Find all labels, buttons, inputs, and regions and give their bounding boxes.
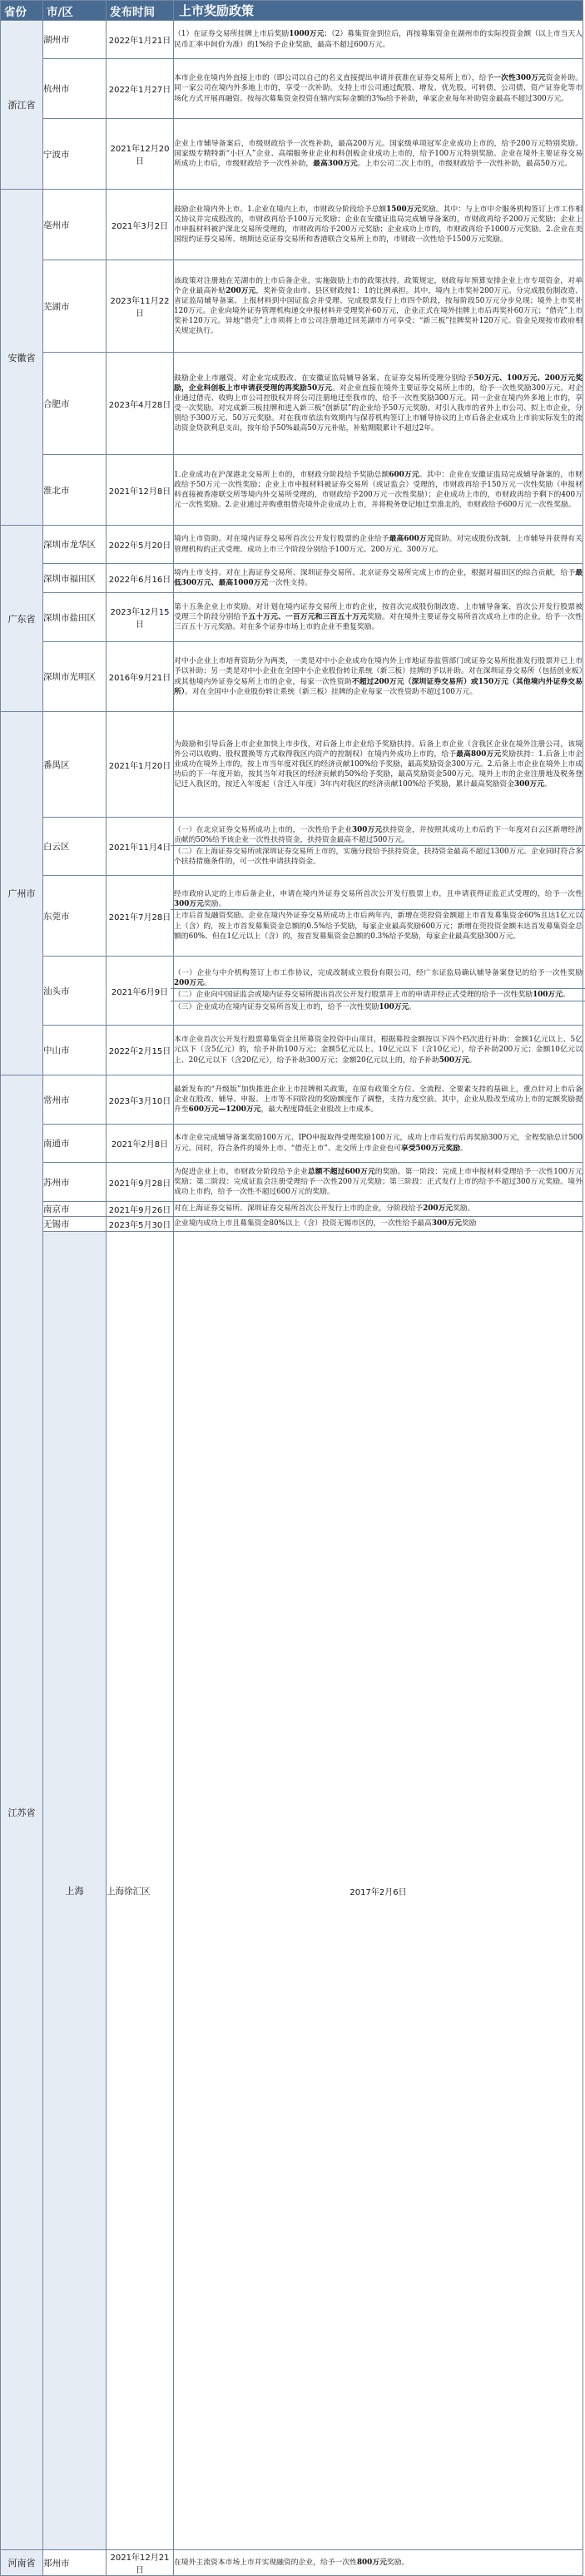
- table-row: [1, 957, 583, 1026]
- policy-cell: [174, 1163, 583, 1202]
- policy-highlight: 200万元: [423, 1204, 454, 1214]
- policy-text: ，奖补资金由市、县区财政按1：1的比例承担。其中，境内上市奖补200万元。分完成股份制改造、省证监局辅导备案、上报材料到中国证监会并受理、完成股票发行上市四个阶段，按每阶段50万元分步兑现；境外上市奖补120万元。企业向境外证券管理机构递交申报材料并受理奖补60万元，企业正式在境外挂牌上市后再奖补60万元；“借壳”上市奖补120万元。异地“借壳”上市须将上市公司注册地迁回芜湖市方可享受；“新三板”挂牌奖补120万元。资金兑现按市政府相关规定执行。: [174, 286, 583, 336]
- city-cell: 淮北市: [43, 455, 107, 526]
- table-row: [1, 642, 583, 712]
- policy-highlight: 100万元: [379, 1003, 409, 1012]
- policy-highlight: 600万元: [389, 470, 419, 479]
- province-cell-zhejiang: 浙江省: [1, 21, 43, 190]
- date-cell: 2021年12月21日: [107, 2550, 174, 2576]
- date-cell: 2017年2月6日: [174, 1232, 583, 2550]
- policy-cell: [174, 455, 583, 526]
- table-row: [1, 593, 583, 642]
- policy-text: ；（2）募集资金到位后，再按募集资金在湖州市的实际投资金额（以上市当天人民币汇率中间价为准）的1%给予企业奖励，最高不超过600万元。: [174, 30, 583, 49]
- policy-highlight: 300万元: [431, 1219, 462, 1229]
- policy-text: 。: [203, 978, 211, 987]
- policy-highlight: 600万元—1200万元: [188, 1105, 261, 1115]
- table-row: [1, 455, 583, 526]
- date-cell: 2021年6月9日: [107, 957, 174, 1026]
- policy-text: 第十五条企业上市奖励。对计划在境内证券交易所上市的企业，按首次完成股份制改造、上市辅导备案、首次公开发行股票被受理三个阶段分别给予: [174, 602, 583, 621]
- policy-cell: [174, 1202, 583, 1217]
- date-cell: 2021年11月4日: [107, 818, 174, 876]
- city-cell: 郑州市: [43, 2550, 107, 2576]
- date-cell: 2022年1月21日: [107, 21, 174, 59]
- policy-text: （二）在上海证券交易所或深圳证券交易所上市的，实施分段给予扶持资金，扶持资金最高不超过1300万元。企业同时符合多个扶持措施条件的，可一次性申请扶持资金。: [174, 848, 583, 867]
- policy-cell: [174, 712, 583, 818]
- city-cell: 湖州市: [43, 21, 107, 59]
- province-cell-anhui: 安徽省: [1, 190, 43, 526]
- header-city: 市/区: [43, 1, 107, 21]
- table-row: [1, 21, 583, 59]
- policy-cell: [174, 564, 583, 593]
- date-cell: 2016年9月21日: [107, 642, 174, 712]
- policy-text: 扶持资金，并按照其成功上市后的下一年度对白云区新增经济贡献的50%给予该企业一次性扶持资金，扶持资金最高不超过500万元。: [174, 825, 583, 844]
- date-cell: 2021年12月20日: [107, 119, 174, 190]
- policy-text: （一）企业与中介机构签订上市工作协议，完成改制成立股份有限公司，经广东证监局确认辅导备案登记的给予一次性奖励: [174, 968, 583, 977]
- header-policy: 上市奖励政策: [174, 1, 583, 21]
- policy-highlight: 最高600万元: [389, 535, 434, 544]
- policy-text: 。上市公司二次上市的，市级财政给予一次性补助，最高50万元。: [357, 160, 573, 169]
- policy-text: 奖励。对在境外主要证券交易所首次成功上市的企业，给予一次性三百五十万元奖励。对在多个证券市场上市的企业不重复奖励。: [174, 612, 583, 632]
- policy-text: 。: [460, 1144, 468, 1153]
- policy-text: 该政策对注册地在芜湖市的上市后备企业，实施鼓励上市的政策扶持。政策规定，财政每年预算安排企业上市专项资金，对单个企业最高补贴: [174, 276, 583, 295]
- policy-text: （三）企业成功在境内证券交易所首发上市的，给予一次性奖励: [174, 1003, 379, 1012]
- policy-text: 。对企业直接在境外主要证券交易所上市的，给予一次性奖励300万元。对企业通过借壳、收购上市公司控股权并将公司注册地迁至我市的，给予一次性奖励300万元。同一企业在境内外多地上市的，享受一次奖励。对完成新三板挂牌和进入新三板“创新层”的企业给予50万元奖励。对引入我市的省外上市公司、拟上市企业，分别给予300万元、50万元奖励。对在我市依法有效期内与保荐机构签订上市辅导协议的上市后备企业成功上市前实际发生的流动资金贷款利息支出，按年给予50%最高50万元补贴，补贴期限累计不超过2年。: [174, 383, 583, 433]
- policy-highlight: 最高300万元: [313, 160, 358, 169]
- date-cell: 2022年1月27日: [107, 59, 174, 119]
- policy-highlight: 300万元: [352, 825, 383, 834]
- date-cell: 2022年2月15日: [107, 1026, 174, 1075]
- policy-text: 企业境内成功上市且募集资金80%以上（含）投资无锡市区的，一次性给予最高: [174, 1219, 432, 1229]
- city-cell: 苏州市: [43, 1163, 107, 1202]
- table-row: [1, 876, 583, 957]
- policy-cell: [174, 1026, 583, 1075]
- city-cell: 上海徐汇区: [107, 1232, 174, 2550]
- city-cell: 芜湖市: [43, 260, 107, 353]
- policy-cell: [174, 1217, 583, 1232]
- table-row: [1, 1232, 583, 2550]
- policy-text: 对中小企业上市培育资助分为两类，一类是对中小企业成功在境内外上市地证券监管部门或证券交易所批准发行股票并已上市予以补助；另一类是对中小企业在全国中小企业股份转让系统（新三板）挂牌的予以补助。对在深圳证券交易所（包括创业板）或其他境内外证券交易所上市的企业，每家一次性资助: [174, 657, 583, 686]
- policy-text: 本市企业在境内外直接上市的（即公司以自己的名义直接提出申请并获准在证券交易所上市），给予: [174, 74, 494, 83]
- province-cell-guangdong: 广东省: [1, 526, 43, 712]
- header-row: [1, 1, 583, 21]
- policy-text: 最新发布的“升级版”加快推进企业上市挂牌相关政策，在原有政策全方位、全流程、全要素支持的基础上，重点针对上市后备企业在股改、辅导、申报、上市等不同阶段的奖励额度作了调整，支持力度空前。其中，企业从股改至成功上市的定额奖励提升至: [174, 1085, 583, 1115]
- date-cell: 2021年2月8日: [107, 1125, 174, 1163]
- policy-highlight: 五十万元、一百万元和三百五十万元: [248, 612, 368, 621]
- policy-cell: [174, 876, 583, 957]
- city-cell: 番禺区: [43, 712, 107, 818]
- table-row: [1, 1217, 583, 1232]
- policy-highlight: 1000万元: [289, 30, 325, 39]
- policy-highlight: 800万元: [356, 2559, 387, 2568]
- policy-cell: [174, 59, 583, 119]
- policy-text: 。其中：企业在安徽证监局完成辅导备案的，市财政给予50万元一次性奖励；企业上市申报材料被证券交易所（或证监会）受理的，市财政再给予150万元一次性奖励（申报材料直接被香港联交所等境内外交易所受理的，市财政给予200万元一次性奖励）；企业成功上市的，市财政再给予剩下的400万元一次性奖励。2.企业通过并购重组借壳境外企业成功上市，并将税务登记地迁至淮北的，市财政给予600万元一次性奖励。: [174, 470, 583, 510]
- table-row: [1, 1125, 583, 1163]
- date-cell: 2023年4月28日: [107, 353, 174, 455]
- date-cell: 2021年7月28日: [107, 876, 174, 957]
- policy-text: 企业上市辅导备案后，市级财政给予一次性补助，最高200万元。国家级单项冠军企业成功上市的，给予200万元特别奖励。国家级专精特新“小巨人”企业、高端服务业企业和科创板企业成功上市的，给予100万元特别奖励。企业在境外主要证券交易所成功上市后，市级财政给予一次性补助，: [174, 139, 583, 169]
- policy-text: 为促进企业上市，市财政分阶段给予企业: [174, 1167, 308, 1176]
- city-cell: 深圳市盐田区: [43, 593, 107, 642]
- policy-highlight: 最低300万元、最高1000万元: [174, 568, 583, 587]
- policy-cell: [174, 642, 583, 712]
- city-cell: 深圳市福田区: [43, 564, 107, 593]
- city-cell: 中山市: [43, 1026, 107, 1075]
- policy-text: （二）企业向中国证监会或境内证券交易所提出首次公开发行股票并上市的申请并经正式受理的给予一次性奖励: [174, 991, 533, 999]
- table-row: [1, 119, 583, 190]
- policy-highlight: 50万元、100万元、200万元奖励，企业科创板上市申请获受理的再奖励50万元: [174, 373, 583, 393]
- city-cell: 东莞市: [43, 876, 107, 957]
- city-cell: 合肥市: [43, 353, 107, 455]
- date-cell: 2022年6月16日: [107, 564, 174, 593]
- date-cell: 2023年11月22日: [107, 260, 174, 353]
- city-cell: 深圳市龙华区: [43, 526, 107, 564]
- table-row: [1, 2550, 583, 2576]
- policy-cell: [174, 190, 583, 260]
- policy-text: 一次性支持。: [268, 579, 313, 587]
- province-cell-jiangsu: 江苏省: [1, 1075, 43, 2550]
- policy-text: 经市政府认定的上市后备企业，申请在境内外证券交易所首次公开发行股票上市，且申请获得证监正式受理的，给予一次性: [174, 890, 583, 899]
- policy-text: 1.企业成功在沪深港北交易所上市的，市财政分阶段给予奖励总额: [174, 470, 389, 479]
- policy-text: （一）在北京证券交易所成功上市的，一次性给予企业: [174, 825, 353, 834]
- province-cell-shanghai: 上海: [43, 1232, 107, 2550]
- policy-cell: [174, 1075, 583, 1125]
- policy-text: 为鼓励和引导后备上市企业加快上市步伐，对后备上市企业给予奖励扶持。后备上市企业（含我区企业在境外注册公司，该境外公司以收购、股权置换等方式取得我区内资产的控制权）在境内外成功上市的，给予: [174, 739, 583, 759]
- policy-text: 奖励。: [386, 2559, 409, 2568]
- policy-cell: [174, 21, 583, 59]
- policy-text: 。: [409, 1003, 417, 1012]
- header-date: 发布时间: [107, 1, 174, 21]
- city-cell: 深圳市光明区: [43, 642, 107, 712]
- policy-text: 奖励。其中：与上市中介服务机构签订上市工作相关协议并完成股改的，市财政再给予100万元奖励；企业在安徽证监局完成辅导备案的，市财政再给予200万元奖励；企业上市申报材料被沪深北交易所受理的，市财政再给予200万元奖励；企业成功上市的，市财政再给予1000万元奖励。2.企业在美国纽约证券交易所、纳斯达克证券交易所和香港联合交易所上市的，市财政一次性给予1500万元奖励。: [174, 205, 583, 245]
- policy-text: 奖励。: [203, 900, 226, 909]
- table-row: [1, 1026, 583, 1075]
- city-cell: 亳州市: [43, 190, 107, 260]
- policy-text: 境内上市资助。对在境内证券交易所首次公开发行股票的企业给予: [174, 535, 389, 544]
- policy-text: 资助。对完成股份改制、上市辅导并获得有关管理机构的正式受理、成功上市三个阶段分别给予100万元、200万元、300万元。: [174, 535, 583, 554]
- policy-text: 奖励扶持：1.后备上市企业成功在境外上市的，按上市当年度对我区的经济贡献100%给予奖励，最高奖励资金300万元。2.后备上市企业在境外上市成功后的下一年度开始，按其当年对我区的经济贡献的50%给予奖励，最高奖励资金500万元。境外上市的企业注册地及税务登记迁入我区的，按迁入年度起（含迁入年度）3年内对我区的经济贡献100%给予奖励，累计最高奖励资金: [174, 749, 583, 789]
- policy-highlight: 1500万元: [386, 205, 422, 214]
- policy-cell: [174, 353, 583, 455]
- province-cell-henan: 河南省: [1, 2550, 43, 2576]
- policy-highlight: 500万元: [439, 1056, 469, 1065]
- city-cell: 汕头市: [43, 957, 107, 1026]
- policy-cell: [174, 260, 583, 353]
- policy-highlight: 一次性300万元: [493, 74, 546, 83]
- table-row: [1, 1202, 583, 1217]
- policy-text: 奖励。: [453, 1204, 475, 1214]
- policy-highlight: 不超过200万元（深圳证券交易所）或150万元（其他境内外证券交易所）: [174, 677, 583, 696]
- policy-cell: [174, 2550, 583, 2576]
- policy-text: ，最大程度降低企业股改上市成本。: [260, 1105, 379, 1115]
- table-row: [1, 564, 583, 593]
- table-row: [1, 818, 583, 876]
- policy-text: 本市企业首次公开发行股票募集资金且所募资金投资中山项目，根据募投金额按以下四个档次进行补助：金额1亿元以上、5亿元以下（含5亿元）的，给予补助100万元；金额5亿元以上、10亿元以下（含10亿元），给予补助200万元；金额10亿元以上、20亿元以下（含20亿元），给予补助300万元；金额20亿元以上的，给予补助: [174, 1036, 583, 1065]
- policy-highlight: 300万元: [514, 780, 544, 789]
- city-cell: 杭州市: [43, 59, 107, 119]
- city-cell: 常州市: [43, 1075, 107, 1125]
- policy-text: 。: [543, 780, 552, 789]
- policy-text: 上市后首发融资奖励。企业在境内外证券交易所成功上市后两年内，新增在莞投资金额超上市首发募集资金60%且达1亿元以上（含）的，按上市首发募集资金总额的0.5%给予奖励，每家企业最高奖励600万元；新增在莞投资金额未达首发募集资金总额的60%、但在1亿元以上（含）的，按首发募集资金总额的0.3%给予奖励，每家企业最高奖励300万元。: [174, 912, 583, 941]
- policy-cell: [174, 593, 583, 642]
- table-row: [1, 1075, 583, 1125]
- table-row: [1, 526, 583, 564]
- date-cell: 2023年5月30日: [107, 1217, 174, 1232]
- policy-cell: [174, 818, 583, 876]
- table-row: [1, 712, 583, 818]
- policy-cell: [174, 1125, 583, 1163]
- table-row: [1, 1163, 583, 1202]
- policy-cell: [174, 957, 583, 1026]
- policy-text: 。对在全国中小企业股份转让系统（新三板）挂牌的企业每家一次性资助不超过100万元。: [185, 687, 478, 696]
- city-cell: 南通市: [43, 1125, 107, 1163]
- table-row: [1, 190, 583, 260]
- city-cell: 宁波市: [43, 119, 107, 190]
- policy-text: 奖励: [461, 1219, 477, 1229]
- policy-highlight: 100万元: [533, 991, 563, 999]
- policy-text: 对在上海证券交易所、深圳证券交易所首次公开发行上市的企业，分阶段给予: [174, 1204, 424, 1214]
- table-row: [1, 353, 583, 455]
- city-cell: 无锡市: [43, 1217, 107, 1232]
- policy-highlight: 300万元: [174, 900, 204, 909]
- table-row: [1, 260, 583, 353]
- policy-highlight: 200万元: [174, 978, 204, 987]
- date-cell: 2023年12月15日: [107, 593, 174, 642]
- city-cell: 白云区: [43, 818, 107, 876]
- date-cell: 2023年3月10日: [107, 1075, 174, 1125]
- date-cell: 2021年9月28日: [107, 1163, 174, 1202]
- city-cell: 南京市: [43, 1202, 107, 1217]
- date-cell: 2021年1月20日: [107, 712, 174, 818]
- policy-text: 。: [468, 1056, 477, 1065]
- policy-text: 鼓励企业境内外上市。1.企业在境内上市，市财政分阶段给予总额: [174, 205, 387, 214]
- policy-text: 。: [563, 991, 570, 999]
- policy-cell: [174, 526, 583, 564]
- policy-highlight: 总额不超过600万元: [307, 1167, 375, 1176]
- policy-text: 资金补助。同一家公司在境内外多地上市的，享受一次补助。支持上市公司通过配股、增发、优先股、可转债、公司债、资产证券化等市场化方式开展再融资。按每次募集资金投资在辖内实际金额的3‰给予补助，单家企业每年补助资金最高不超过300万元。: [174, 74, 583, 103]
- policy-cell: [174, 119, 583, 190]
- date-cell: 2021年3月2日: [107, 190, 174, 260]
- header-province: 省份: [1, 1, 43, 21]
- policy-highlight: 最高800万元: [456, 749, 502, 759]
- province-cell-guangzhou: 广州市: [1, 712, 43, 1075]
- policy-text: （1）在证券交易所挂牌上市后奖励: [174, 30, 290, 39]
- policy-text: 在境外主流资本市场上市并实现融资的企业，给予一次性: [174, 2559, 357, 2568]
- policy-text: 本市企业完成辅导备案奖励100万元、IPO申报取得受理奖励100万元，成功上市后发行后再奖励300万元，全程奖励总计500万元。同时，符合条件的境外上市、“借壳上市”、北交所上市企业也可: [174, 1134, 583, 1153]
- table-row: [1, 59, 583, 119]
- date-cell: 2022年5月20日: [107, 526, 174, 564]
- policy-text: 鼓励企业上市融资。对企业完成股改、在安徽证监局辅导备案、在证券交易所受理分别给予: [174, 373, 474, 383]
- policy-text: 的奖励。第一阶段：完成上市申报材料受理给予一次性100万元奖励；第二阶段：完成证监会注册受理给予一次性200万元奖励；第三阶段：正式发行上市的给予不超过300万元奖励。境外成功上市的，给予一次性不超过600万元的奖励。: [174, 1167, 583, 1197]
- policy-highlight: 200万元: [226, 286, 256, 295]
- date-cell: 2021年12月8日: [107, 455, 174, 526]
- date-cell: 2021年9月26日: [107, 1202, 174, 1217]
- policy-text: 境内上市支持。对在上海证券交易所、深圳证券交易所、北京证券交易所完成上市的企业，根据对福田区的综合贡献，给予: [174, 568, 576, 577]
- policy-highlight: 享受500万元奖励: [400, 1144, 461, 1153]
